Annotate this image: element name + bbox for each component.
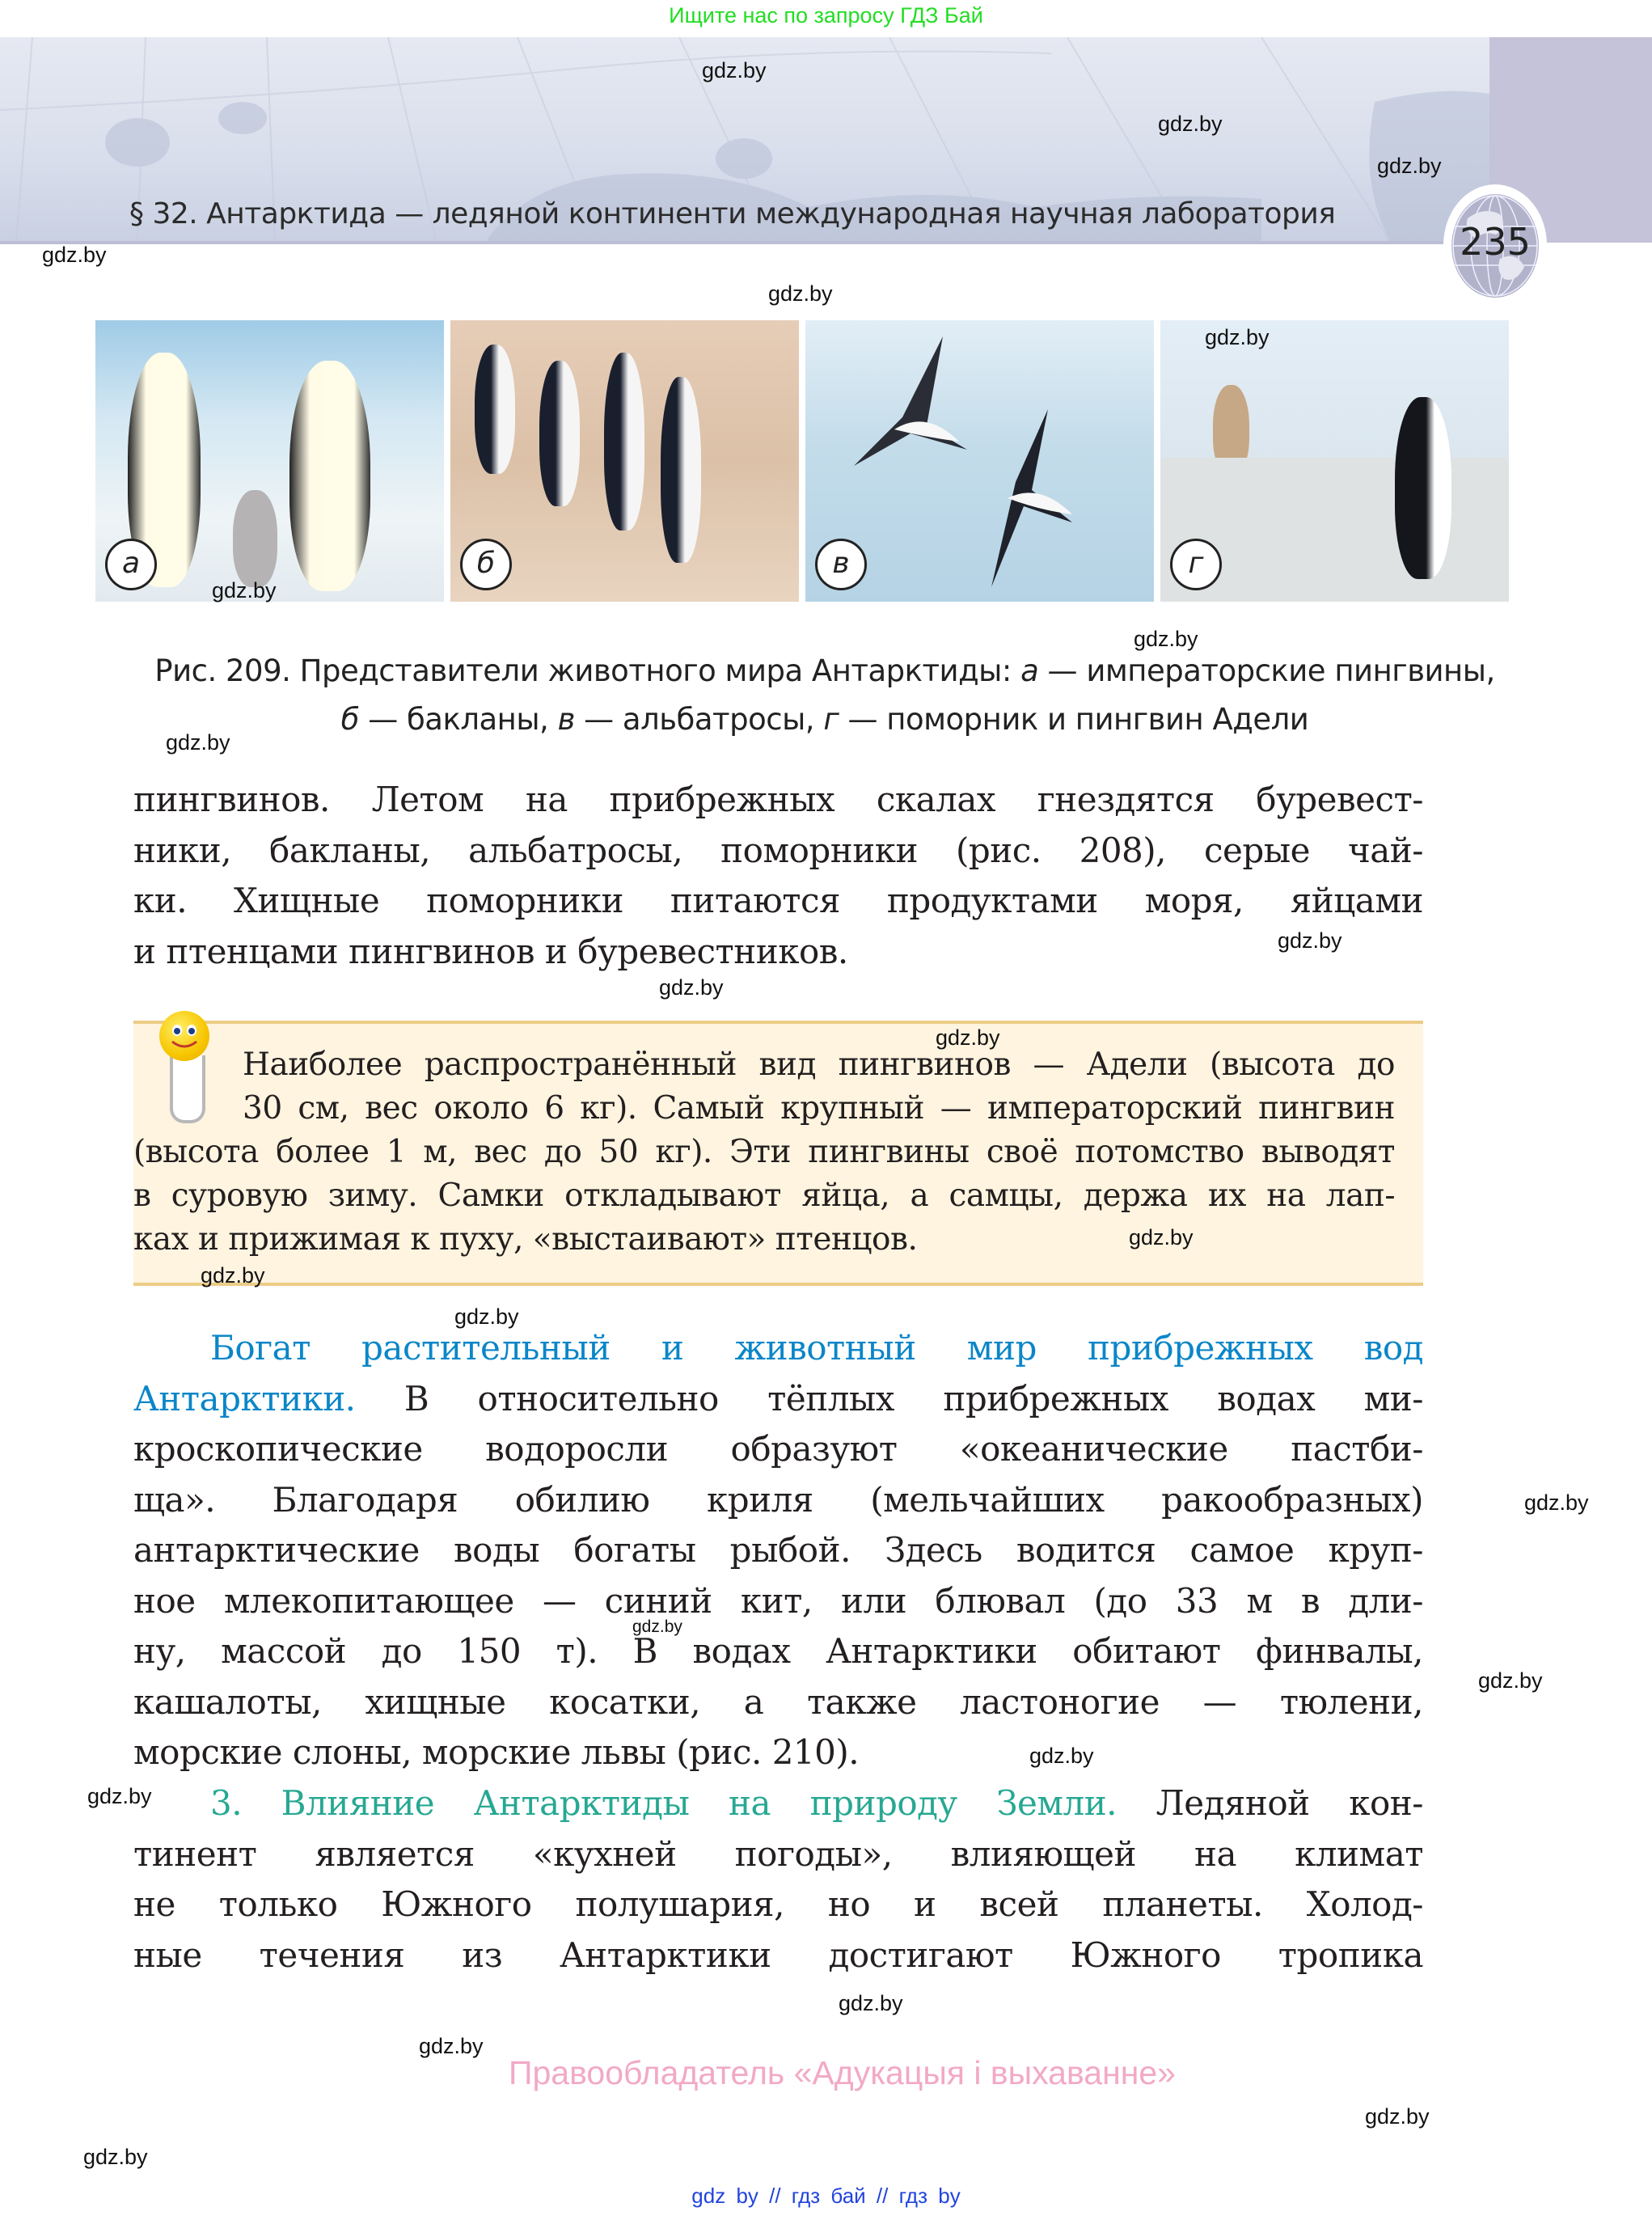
text-line: ное млекопитающее — синий кит, или блювал (до 33 м в дли-	[133, 1580, 1423, 1621]
text-line: пингвинов. Летом на прибрежных скалах гнездятся буревест-	[133, 780, 1423, 819]
watermark: gdz.by	[1129, 1225, 1194, 1249]
paragraph-birds	[133, 775, 1423, 977]
watermark: gdz.by	[201, 1263, 265, 1287]
text-line: кашалоты, хищные косатки, а также ластоногие — тюлени,	[133, 1681, 1423, 1722]
photo-cormorants	[450, 320, 799, 602]
text-line: 3. Влияние Антарктиды на природу Земли. Ледяной кон-	[210, 1783, 1423, 1823]
photo-label-v: в	[815, 539, 867, 590]
watermark: gdz.by	[42, 243, 107, 267]
chapter-title: § 32. Антарктида — ледяной континенти международная научная лаборатория	[129, 197, 1336, 230]
photo-label-g: г	[1170, 539, 1222, 590]
text-line: ки. Хищные поморники питаются продуктами моря, яйцами	[133, 881, 1423, 920]
text-line: ках и прижимая к пуху, «выстаивают» птенцов.	[133, 1221, 918, 1258]
watermark: gdz.by	[1278, 928, 1342, 953]
text-line: и птенцами пингвинов и буревестников.	[133, 931, 848, 971]
figure-caption: Рис. 209. Представители животного мира Антарктиды: а — императорские пингвины, б — бакланы, в — альбатросы, г — поморник и пингвин Адели	[154, 653, 1495, 737]
watermark: gdz.by	[212, 578, 277, 603]
page-number: 235	[1460, 220, 1531, 264]
watermark: gdz.by	[87, 1784, 152, 1808]
text-line: ща». Благодаря обилию криля (мельчайших ракообразных)	[133, 1479, 1423, 1520]
section-heading-coastal: Богат растительный и животный мир прибрежных вод	[210, 1328, 1423, 1368]
photo-emperor-penguins	[95, 320, 444, 602]
text-line: Антарктики. В относительно тёплых прибрежных водах ми-	[133, 1378, 1423, 1419]
watermark: gdz.by	[166, 730, 230, 755]
paragraph-influence	[133, 1778, 1423, 1981]
text-line: тинент является «кухней погоды», влияющей на климат	[133, 1833, 1423, 1874]
watermark: gdz.by	[632, 1617, 682, 1636]
watermark: gdz.by	[419, 2034, 484, 2058]
watermark: gdz.by	[1365, 2104, 1430, 2129]
watermark: gdz.by	[768, 281, 833, 306]
photo-label-a: а	[105, 539, 157, 590]
text-line: в суровую зиму. Самки откладывают яйца, а самцы, держа их на лап-	[133, 1178, 1395, 1214]
text-line: Наиболее распространённый вид пингвинов — Адели (высота до	[243, 1046, 1395, 1083]
photo-label-b: б	[460, 539, 512, 590]
text-line: ники, бакланы, альбатросы, поморники (рис. 208), серые чай-	[133, 830, 1423, 870]
watermark: gdz.by	[659, 975, 724, 1000]
paragraph-coastal-waters	[133, 1323, 1423, 1778]
text-line: не только Южного полушария, но и всей планеты. Холод-	[133, 1884, 1423, 1924]
text-line: ну, массой до 150 т). В водах Антарктики обитают финвалы,	[133, 1631, 1423, 1671]
watermark: gdz.by	[83, 2145, 148, 2169]
rights-holder: Правообладатель «Адукацыя і выхаванне»	[509, 2054, 1176, 2091]
watermark: gdz.by	[1524, 1490, 1589, 1515]
text-line: (высота более 1 м, вес до 50 кг). Эти пингвины своё потомство выводят	[133, 1134, 1395, 1170]
header-divider	[0, 241, 1489, 244]
watermark: gdz.by	[839, 1991, 903, 2015]
footer-links[interactable]: gdz by // гдз бай // гдз by	[691, 2184, 961, 2208]
figure-209-photos	[95, 320, 1509, 602]
watermark: gdz.by	[1377, 154, 1442, 178]
watermark: gdz.by	[936, 1025, 1000, 1050]
text-line: морские слоны, морские львы (рис. 210).	[133, 1732, 860, 1772]
watermark: gdz.by	[1478, 1668, 1543, 1693]
watermark: gdz.by	[1158, 112, 1223, 136]
top-banner: Ищите нас по запросу ГДЗ Бай	[669, 3, 983, 27]
photo-albatrosses	[805, 320, 1154, 602]
watermark: gdz.by	[1029, 1744, 1094, 1768]
text-line: ные течения из Антарктики достигают Южного тропика	[133, 1934, 1423, 1975]
watermark: gdz.by	[1134, 627, 1198, 651]
text-line: антарктические воды богаты рыбой. Здесь водится самое круп-	[133, 1530, 1423, 1570]
watermark: gdz.by	[702, 58, 767, 82]
watermark: gdz.by	[1205, 325, 1270, 349]
text-line: 30 см, вес около 6 кг). Самый крупный — императорский пингвин	[243, 1090, 1395, 1127]
watermark: gdz.by	[454, 1304, 519, 1329]
note-text	[133, 1043, 1395, 1262]
photo-skua-adelie	[1160, 320, 1509, 602]
text-line: кроскопические водоросли образуют «океанические пастби-	[133, 1429, 1423, 1469]
section-heading-influence: 3. Влияние Антарктиды на природу Земли.	[210, 1783, 1118, 1823]
